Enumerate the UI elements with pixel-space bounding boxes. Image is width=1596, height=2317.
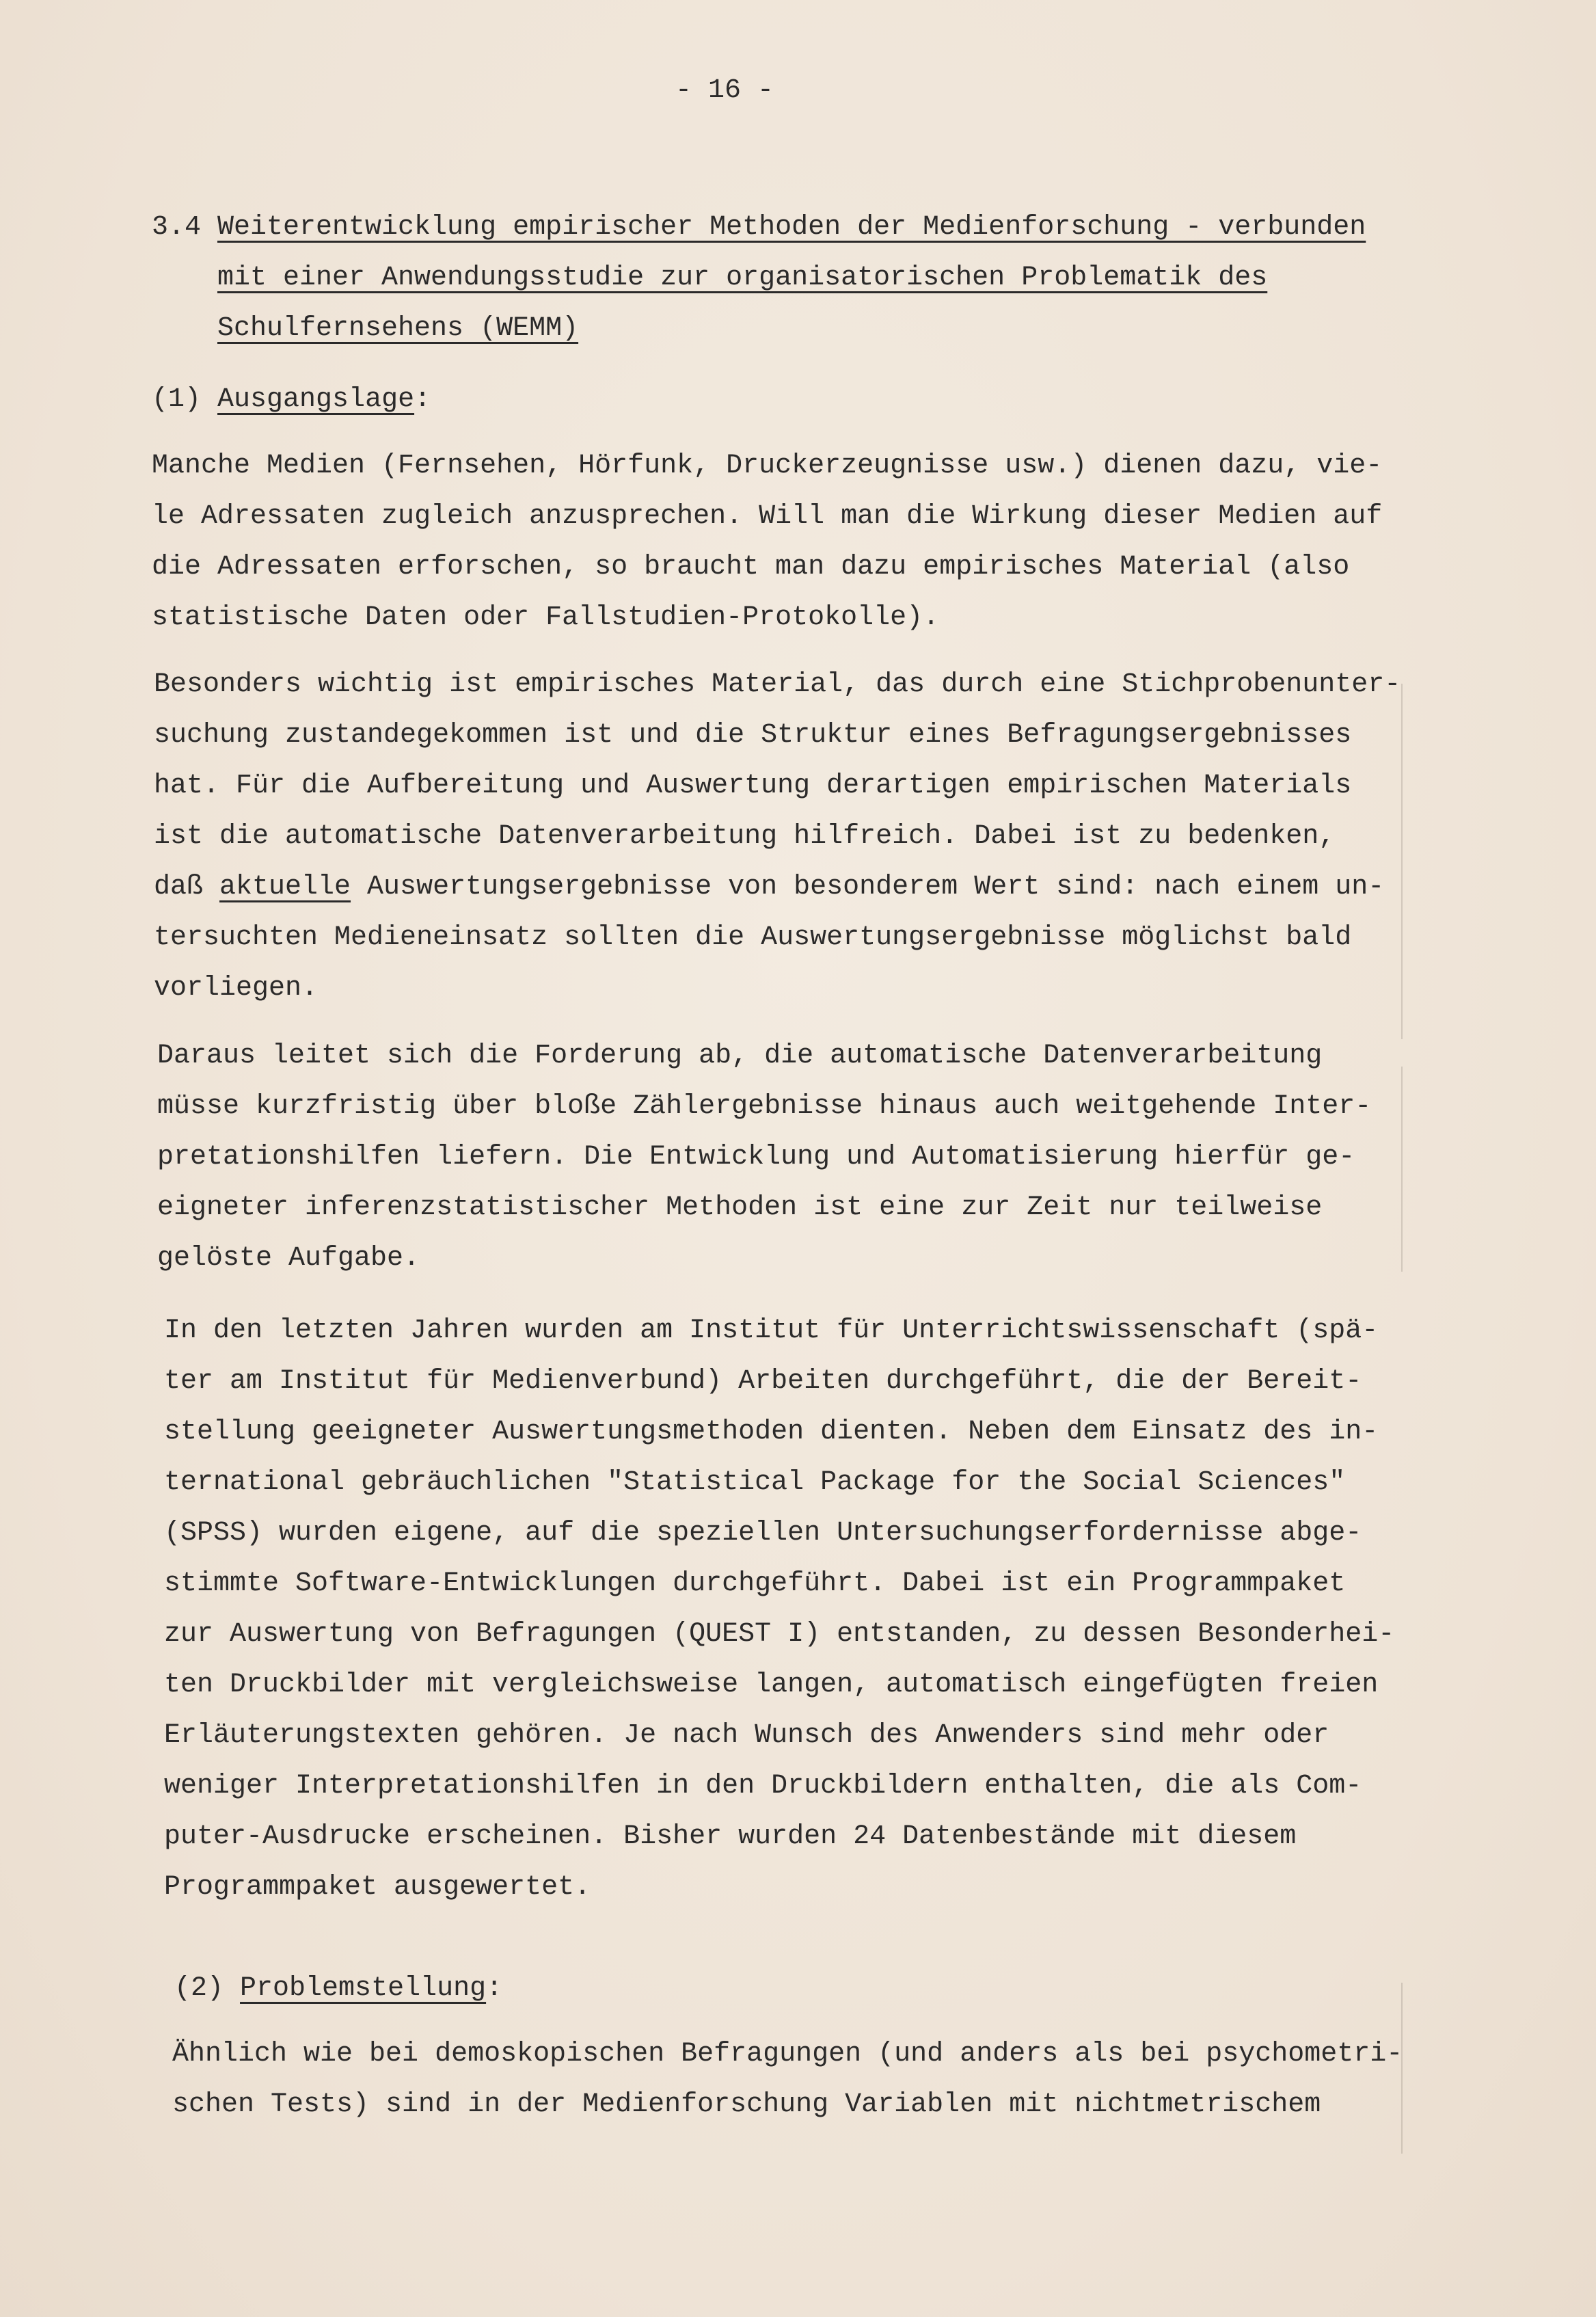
paragraph-line: puter-Ausdrucke erscheinen. Bisher wurden 24 Datenbestände mit diesem	[164, 1821, 1297, 1852]
section-title-line-1: Weiterentwicklung empirischer Methoden der Medienforschung - verbunden	[217, 212, 1366, 243]
section-title-line-2: mit einer Anwendungsstudie zur organisatorischen Problematik des	[217, 263, 1268, 293]
section-number: 3.4	[152, 212, 202, 243]
paragraph-line: weniger Interpretationshilfen in den Druckbildern enthalten, die als Com-	[164, 1771, 1362, 1802]
paragraph-line: die Adressaten erforschen, so braucht man dazu empirisches Material (also	[152, 552, 1350, 582]
subsection-suffix: :	[486, 1973, 503, 2004]
subsection-problemstellung	[174, 1964, 502, 2014]
emphasized-word: aktuelle	[219, 872, 351, 902]
paragraph-1	[152, 441, 1450, 643]
paragraph-line: stimmte Software-Entwicklungen durchgeführt. Dabei ist ein Programmpaket	[164, 1568, 1346, 1599]
text-before-emphasis: daß	[154, 872, 220, 902]
paragraph-line: pretationshilfen liefern. Die Entwicklung und Automatisierung hierfür ge-	[157, 1142, 1355, 1173]
paragraph-2	[154, 660, 1452, 1014]
paragraph-line: müsse kurzfristig über bloße Zählergebnisse hinaus auch weitgehende Inter-	[157, 1091, 1372, 1122]
paragraph-line: Manche Medien (Fernsehen, Hörfunk, Druckerzeugnisse usw.) dienen dazu, vie-	[152, 451, 1383, 481]
paragraph-line: hat. Für die Aufbereitung und Auswertung derartigen empirischen Materials	[154, 771, 1352, 801]
subsection-ausgangslage	[152, 375, 431, 425]
paragraph-3	[157, 1031, 1456, 1284]
margin-line	[1401, 684, 1403, 1039]
paragraph-line: Daraus leitet sich die Forderung ab, die automatische Datenverarbeitung	[157, 1041, 1323, 1071]
paragraph-line: ist die automatische Datenverarbeitung hilfreich. Dabei ist zu bedenken,	[154, 821, 1336, 852]
paragraph-line: suchung zustandegekommen ist und die Struktur eines Befragungsergebnisses	[154, 720, 1352, 751]
subsection-label: Problemstellung	[240, 1973, 487, 2004]
paragraph-line: stellung geeigneter Auswertungsmethoden dienten. Neben dem Einsatz des in-	[164, 1417, 1379, 1447]
paragraph-line: ten Druckbilder mit vergleichsweise langen, automatisch eingefügten freien	[164, 1670, 1379, 1700]
paragraph-line: ternational gebräuchlichen "Statistical Package for the Social Sciences"	[164, 1467, 1346, 1498]
paragraph-line: zur Auswertung von Befragungen (QUEST I) entstanden, zu dessen Besonderhei-	[164, 1619, 1395, 1650]
paragraph-line: Ähnlich wie bei demoskopischen Befragungen (und anders als bei psychometri-	[172, 2039, 1403, 2070]
subsection-suffix: :	[414, 384, 431, 415]
paragraph-line: le Adressaten zugleich anzusprechen. Will man die Wirkung dieser Medien auf	[152, 501, 1383, 532]
paragraph-line: vorliegen.	[154, 973, 319, 1004]
paragraph-line: Erläuterungstexten gehören. Je nach Wunsch des Anwenders sind mehr oder	[164, 1720, 1329, 1751]
subsection-number: (1)	[152, 384, 202, 415]
section-title-line-3: Schulfernsehens (WEMM)	[217, 313, 579, 344]
paragraph-line: (SPSS) wurden eigene, auf die speziellen Untersuchungserfordernisse abge-	[164, 1518, 1362, 1549]
subsection-number: (2)	[174, 1973, 224, 2004]
subsection-label: Ausgangslage	[217, 384, 415, 415]
paragraph-line: schen Tests) sind in der Medienforschung Variablen mit nichtmetrischem	[172, 2089, 1321, 2120]
text-after-emphasis: Auswertungsergebnisse von besonderem Wert sind: nach einem un-	[351, 872, 1385, 902]
paragraph-line: gelöste Aufgabe.	[157, 1243, 420, 1274]
paragraph-4	[164, 1306, 1463, 1913]
paragraph-line-with-emphasis	[154, 862, 1452, 913]
paragraph-5	[172, 2029, 1471, 2130]
margin-line	[1401, 1983, 1403, 2154]
margin-line	[1401, 1067, 1403, 1272]
paragraph-line: tersuchten Medieneinsatz sollten die Auswertungsergebnisse möglichst bald	[154, 922, 1352, 953]
paragraph-line: eigneter inferenzstatistischer Methoden ist eine zur Zeit nur teilweise	[157, 1192, 1323, 1223]
paragraph-line: In den letzten Jahren wurden am Institut für Unterrichtswissenschaft (spä-	[164, 1315, 1379, 1346]
paragraph-line: ter am Institut für Medienverbund) Arbeiten durchgeführt, die der Bereit-	[164, 1366, 1362, 1397]
paragraph-line: Besonders wichtig ist empirisches Material, das durch eine Stichprobenunter-	[154, 669, 1401, 700]
paragraph-line: Programmpaket ausgewertet.	[164, 1872, 591, 1903]
page-number: - 16 -	[675, 75, 774, 106]
paragraph-line: statistische Daten oder Fallstudien-Protokolle).	[152, 602, 940, 633]
